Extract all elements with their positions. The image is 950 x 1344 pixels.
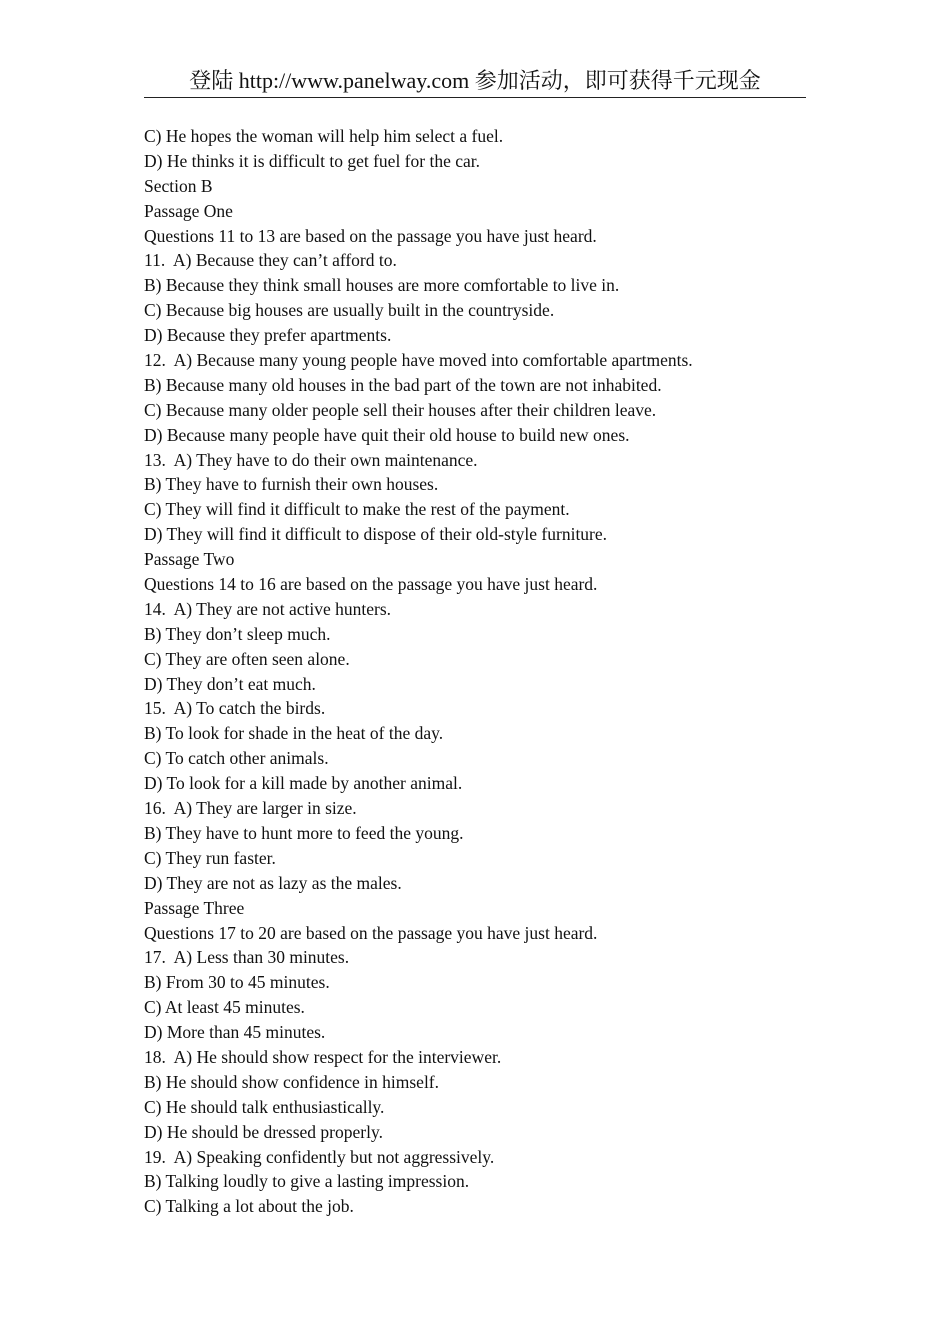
text-line: C) He hopes the woman will help him select a fuel. (144, 126, 504, 146)
text-line: D) He thinks it is difficult to get fuel for the car. (144, 150, 480, 171)
question-option: B) From 30 to 45 minutes. (144, 972, 330, 993)
question-option: B) To look for shade in the heat of the day. (144, 723, 444, 744)
question-option: D) They are not as lazy as the males. (144, 872, 402, 893)
passage-heading: Passage Three (144, 897, 245, 918)
passage-heading: Passage One (144, 200, 233, 221)
question-option: B) Because many old houses in the bad part of the town are not inhabited. (144, 374, 662, 395)
question-option: C) They run faster. (144, 847, 276, 868)
question-option: C) To catch other animals. (144, 748, 329, 769)
question-instruction: Questions 11 to 13 are based on the passage you have just heard. (144, 225, 597, 246)
question-option: D) They don’t eat much. (144, 673, 316, 694)
section-heading: Section B (144, 175, 213, 196)
question-option: C) They will find it difficult to make the rest of the payment. (144, 499, 570, 520)
page-header (144, 66, 806, 98)
question-option: D) More than 45 minutes. (144, 1022, 326, 1043)
document-body (144, 124, 806, 1219)
question-option: B) They have to furnish their own houses. (144, 474, 439, 495)
question-option: 18. A) He should show respect for the interviewer. (144, 1046, 502, 1067)
question-option: 19. A) Speaking confidently but not aggressively. (144, 1146, 495, 1167)
question-option: D) Because they prefer apartments. (144, 325, 392, 346)
question-option: C) He should talk enthusiastically. (144, 1096, 385, 1117)
question-option: B) Talking loudly to give a lasting impression. (144, 1171, 470, 1192)
question-option: 13. A) They have to do their own maintenance. (144, 449, 478, 470)
question-instruction: Questions 17 to 20 are based on the passage you have just heard. (144, 922, 598, 943)
question-instruction: Questions 14 to 16 are based on the passage you have just heard. (144, 574, 598, 595)
question-option: B) They don’t sleep much. (144, 623, 331, 644)
question-option: C) Because big houses are usually built in the countryside. (144, 300, 555, 321)
question-option: 16. A) They are larger in size. (144, 798, 357, 819)
question-option: 14. A) They are not active hunters. (144, 598, 392, 619)
question-option: D) To look for a kill made by another animal. (144, 773, 463, 794)
passage-heading: Passage Two (144, 549, 235, 570)
question-option: C) At least 45 minutes. (144, 997, 305, 1018)
question-option: B) Because they think small houses are more comfortable to live in. (144, 275, 620, 296)
question-option: 11. A) Because they can’t afford to. (144, 250, 397, 271)
question-option: B) He should show confidence in himself. (144, 1071, 440, 1092)
question-option: C) Because many older people sell their houses after their children leave. (144, 399, 657, 420)
question-option: 17. A) Less than 30 minutes. (144, 947, 350, 968)
question-option: C) Talking a lot about the job. (144, 1196, 354, 1217)
question-option: D) He should be dressed properly. (144, 1121, 383, 1142)
question-option: 15. A) To catch the birds. (144, 698, 326, 719)
question-option: 12. A) Because many young people have moved into comfortable apartments. (144, 350, 693, 371)
question-option: D) They will find it difficult to dispose of their old-style furniture. (144, 524, 608, 545)
question-option: D) Because many people have quit their old house to build new ones. (144, 424, 630, 445)
question-option: B) They have to hunt more to feed the young. (144, 822, 464, 843)
question-option: C) They are often seen alone. (144, 648, 350, 669)
header-text: 登陆 http://www.panelway.com 参加活动，即可获得千元现金 (189, 68, 761, 93)
